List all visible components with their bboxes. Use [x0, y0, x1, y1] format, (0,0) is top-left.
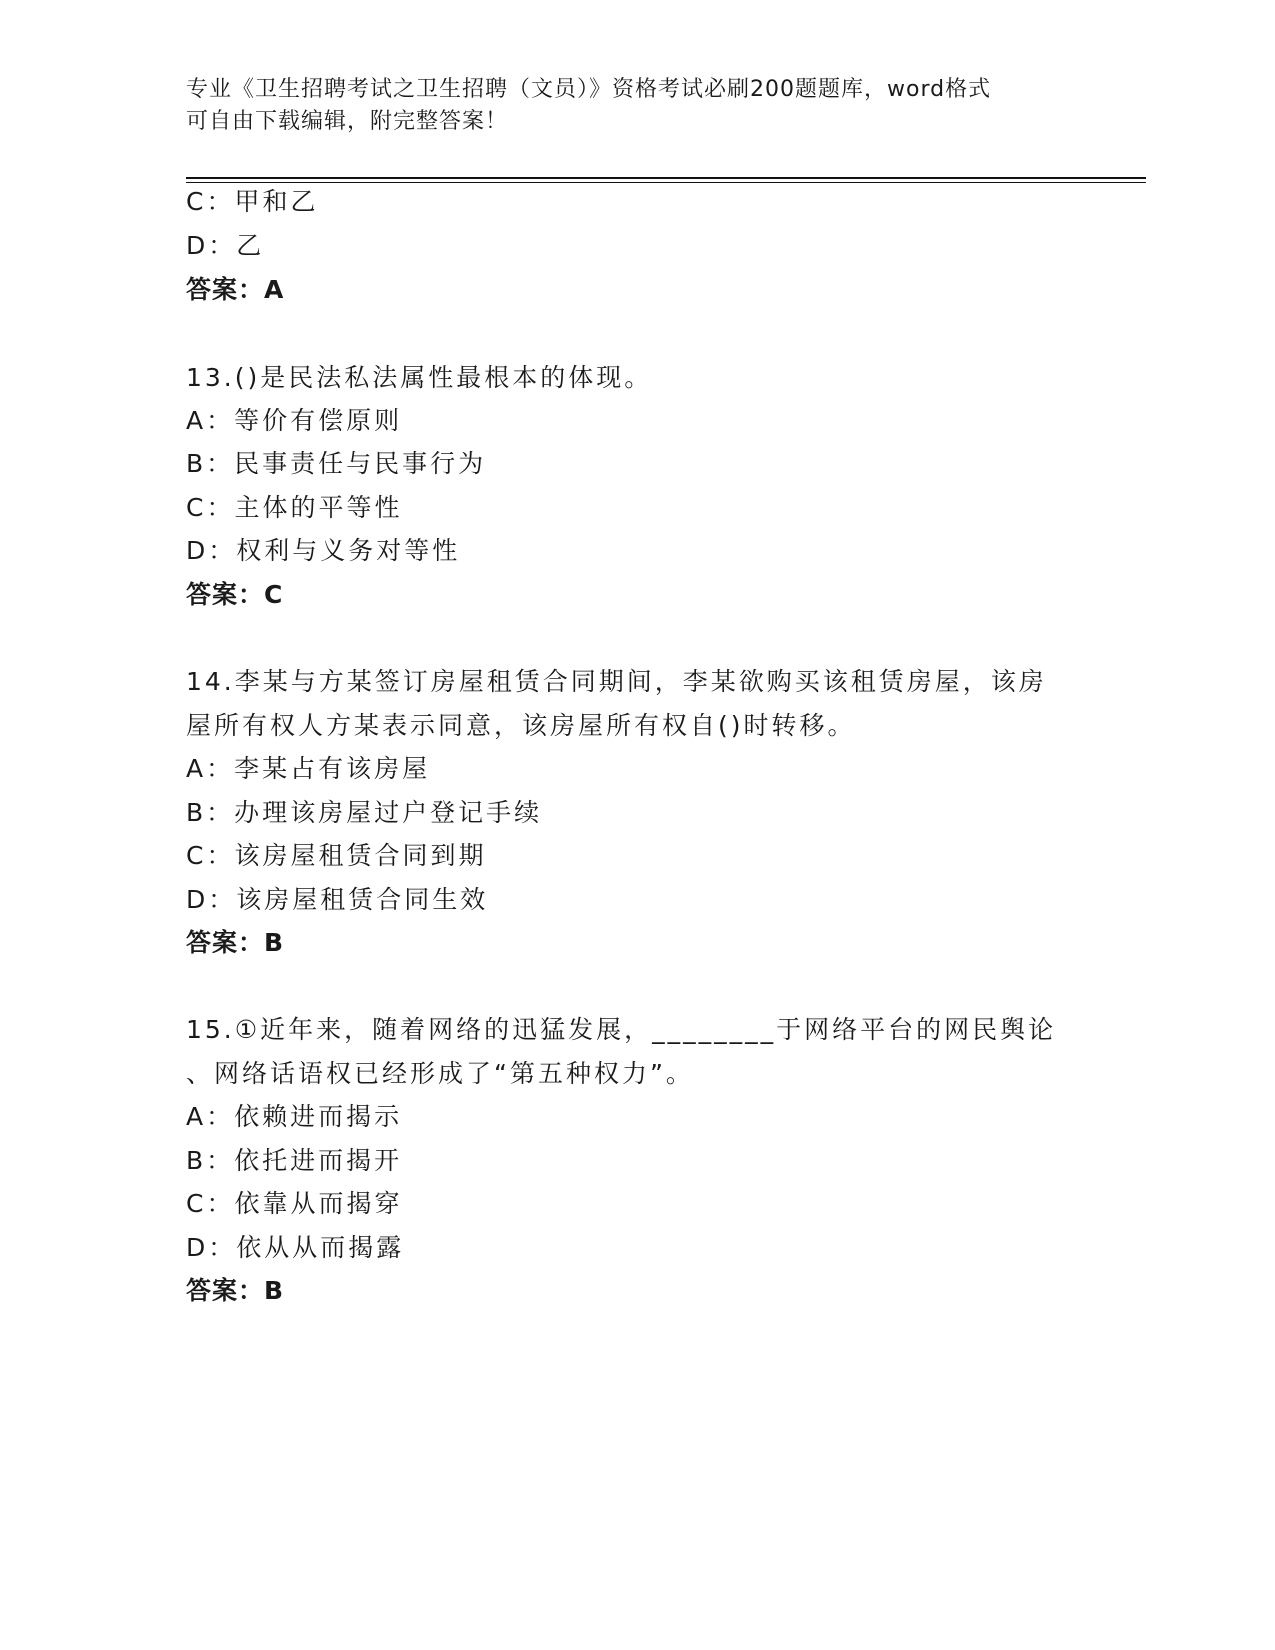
- q15-answer: 答案：B: [186, 1276, 285, 1305]
- q13-option-c: C：主体的平等性: [186, 493, 403, 522]
- q14-option-b: B：办理该房屋过户登记手续: [186, 798, 543, 827]
- q12-answer: 答案：A: [186, 275, 285, 304]
- q15-option-b: B：依托进而揭开: [186, 1146, 403, 1175]
- q15-option-a: A：依赖进而揭示: [186, 1102, 403, 1131]
- q14-stem-line-1: 14.李某与方某签订房屋租赁合同期间，李某欲购买该租赁房屋，该房: [186, 667, 1047, 696]
- q14-option-a: A：李某占有该房屋: [186, 754, 431, 783]
- q13-option-a: A：等价有偿原则: [186, 406, 403, 435]
- q13-option-b: B：民事责任与民事行为: [186, 449, 487, 478]
- document-header: [186, 74, 1086, 138]
- q15-stem-line-2: 、网络话语权已经形成了“第五种权力”。: [186, 1059, 694, 1088]
- header-rule-thin: [186, 182, 1146, 183]
- q12-option-c: C：甲和乙: [186, 187, 319, 216]
- q14-answer: 答案：B: [186, 928, 285, 957]
- q15-option-d: D：依从从而揭露: [186, 1233, 405, 1262]
- header-line-2: 可自由下载编辑，附完整答案！: [186, 109, 509, 134]
- q14-option-c: C：该房屋租赁合同到期: [186, 841, 487, 870]
- q13-answer: 答案：C: [186, 580, 284, 609]
- q13-option-d: D：权利与义务对等性: [186, 536, 461, 565]
- q12-option-d: D：乙: [186, 231, 265, 260]
- q14-option-d: D：该房屋租赁合同生效: [186, 885, 489, 914]
- q15-option-c: C：依靠从而揭穿: [186, 1189, 403, 1218]
- q14-stem-line-2: 屋所有权人方某表示同意，该房屋所有权自()时转移。: [186, 711, 856, 740]
- q15-stem-line-1: 15.①近年来，随着网络的迅猛发展，________于网络平台的网民舆论: [186, 1015, 1057, 1044]
- header-rule-thick: [186, 177, 1146, 179]
- header-line-1: 专业《卫生招聘考试之卫生招聘（文员）》资格考试必刷200题题库，word格式: [186, 77, 992, 102]
- q13-stem: 13.()是民法私法属性最根本的体现。: [186, 363, 653, 392]
